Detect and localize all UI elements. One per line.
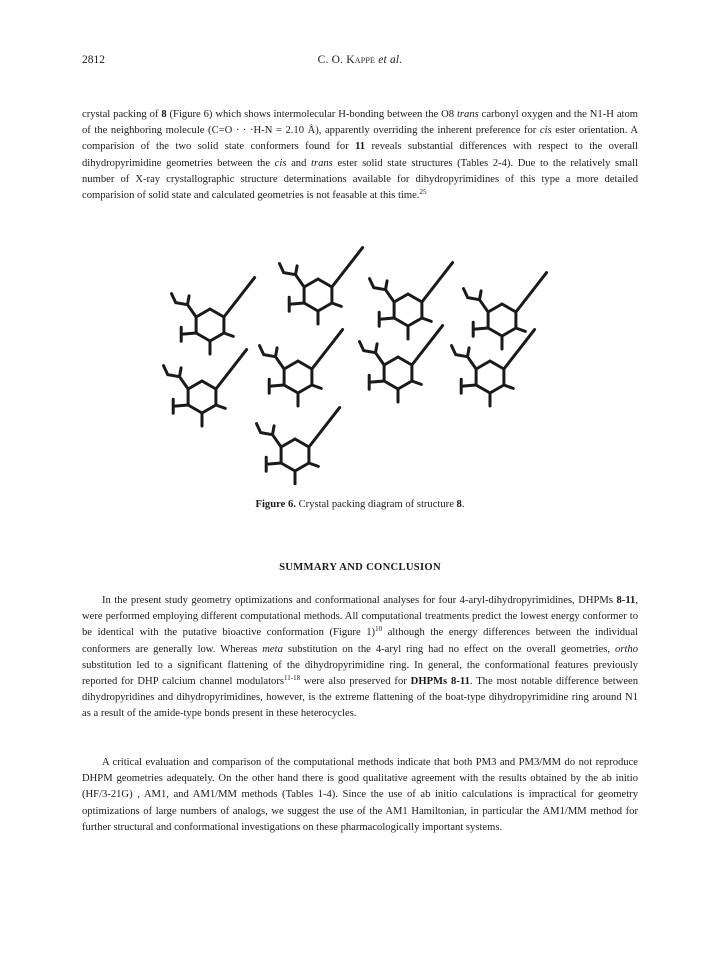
molecule-bonds xyxy=(360,326,443,402)
italic-term: cis xyxy=(539,125,552,137)
molecule-bonds xyxy=(172,278,255,354)
text-run: crystal packing of xyxy=(82,109,162,120)
paragraph-summary xyxy=(82,593,638,723)
text-run: . The most notable difference between dihydropyridines and dihydropyrimidines, however, is the extreme flattening of the boat-type dihydropyrimidine ring around N1 as a result of the amide-type bonds present in these heterocycles. xyxy=(82,676,639,720)
paragraph-conclusion: A critical evaluation and comparison of the computational methods indicate that both PM3 and PM3/MM do not reproduce DHPM geometries adequately. On the other hand there is good qualitative agreement with the results obtained by the ab initio (HF/3-21G) , AM1, and AM1/MM methods (Tables 1-4). Since the use of ab initio calculations is impractical for geometry optimizations of large numbers of analogs, we suggest the use of the AM1 Hamiltonian, in particular the AM1/MM method for further structural and conformational investigations on these pharmacologically important systems. xyxy=(82,757,638,833)
molecule-8 xyxy=(452,330,535,406)
text-run: and xyxy=(286,157,312,169)
molecule-4 xyxy=(464,273,547,349)
text-run: carbonyl oxygen and the N1-H atom of the neighboring molecule (C=O · · ·H-N = 2.10 Å), apparently overriding the inherent preference for xyxy=(82,109,638,137)
caption-compound-ref: 8 xyxy=(456,499,462,510)
text-run: , were performed employing different computational methods. All computational treatments predict the lowest energy conformer to be identical with the putative bioactive conformation (Figure 1) xyxy=(82,595,638,639)
caption-text: Crystal packing diagram of structure xyxy=(295,499,457,510)
molecule-bonds xyxy=(280,248,363,324)
running-header xyxy=(82,54,638,70)
crystal-packing-diagram xyxy=(140,245,580,485)
italic-term: meta xyxy=(262,643,283,655)
page-number: 2812 xyxy=(82,54,105,66)
molecule-7 xyxy=(360,326,443,402)
molecule-2 xyxy=(280,248,363,324)
molecule-6 xyxy=(260,330,343,406)
text-run: ester orientation. A comparision of the two solid state conformers found for xyxy=(82,125,638,153)
molecule-bonds xyxy=(452,330,535,406)
molecule-bonds xyxy=(464,273,547,349)
text-run: although the energy differences between the individual conformers are generally low. Whereas xyxy=(82,627,638,655)
text-run: In the present study geometry optimizations and conformational analyses for four 4-aryl-dihydropyrimidines, DHPMs xyxy=(102,595,617,606)
running-title xyxy=(82,54,638,66)
molecule-9 xyxy=(257,408,340,484)
italic-term: trans xyxy=(456,109,479,120)
figure-caption xyxy=(82,499,638,510)
reference-superscript: 11-18 xyxy=(284,674,301,683)
compound-ref: 8-11 xyxy=(616,595,636,606)
molecule-bonds xyxy=(257,408,340,484)
caption-label: Figure 6. xyxy=(255,499,296,510)
reference-superscript: 25 xyxy=(419,188,427,197)
section-heading: SUMMARY AND CONCLUSION xyxy=(279,562,441,573)
italic-term: trans xyxy=(311,157,333,169)
molecule-bonds xyxy=(164,350,247,426)
text-run: ester solid state structures (Tables 2-4). Due to the relatively small number of X-ray crystallographic structure determinations available for dihydropyrimidines of this type a more detailed comparision of solid state and calculated geometries is not feasable at this time. xyxy=(82,157,639,202)
compound-ref: 11 xyxy=(355,141,366,153)
compound-ref: 8 xyxy=(161,109,167,120)
compound-ref: DHPMs 8-11 xyxy=(410,676,470,688)
molecule-1 xyxy=(172,278,255,354)
text-run: reveals substantial differences with respect to the overall dihydropyrimidine geometries between the xyxy=(82,141,638,169)
molecule-bonds xyxy=(260,330,343,406)
text-run: (Figure 6) which shows intermolecular H-bonding between the O8 xyxy=(166,109,457,120)
molecule-5 xyxy=(164,350,247,426)
author-name: C. O. Kappe xyxy=(317,54,376,66)
reference-superscript: 10 xyxy=(375,625,383,634)
text-run: substitution on the 4-aryl ring had no effect on the overall geometries, xyxy=(282,643,616,655)
et-al: et al. xyxy=(378,54,403,66)
caption-end: . xyxy=(461,499,465,510)
paragraph-crystal-packing xyxy=(82,107,638,204)
text-run: substitution led to a significant flattening of the dihydropyrimidine ring. In general, the conformational features previously reported for DHP calcium channel modulators xyxy=(82,659,638,688)
crystal-packing-figure xyxy=(140,245,580,485)
text-run: were also preserved for xyxy=(300,676,411,688)
italic-term: ortho xyxy=(615,643,638,655)
italic-term: cis xyxy=(274,157,287,169)
